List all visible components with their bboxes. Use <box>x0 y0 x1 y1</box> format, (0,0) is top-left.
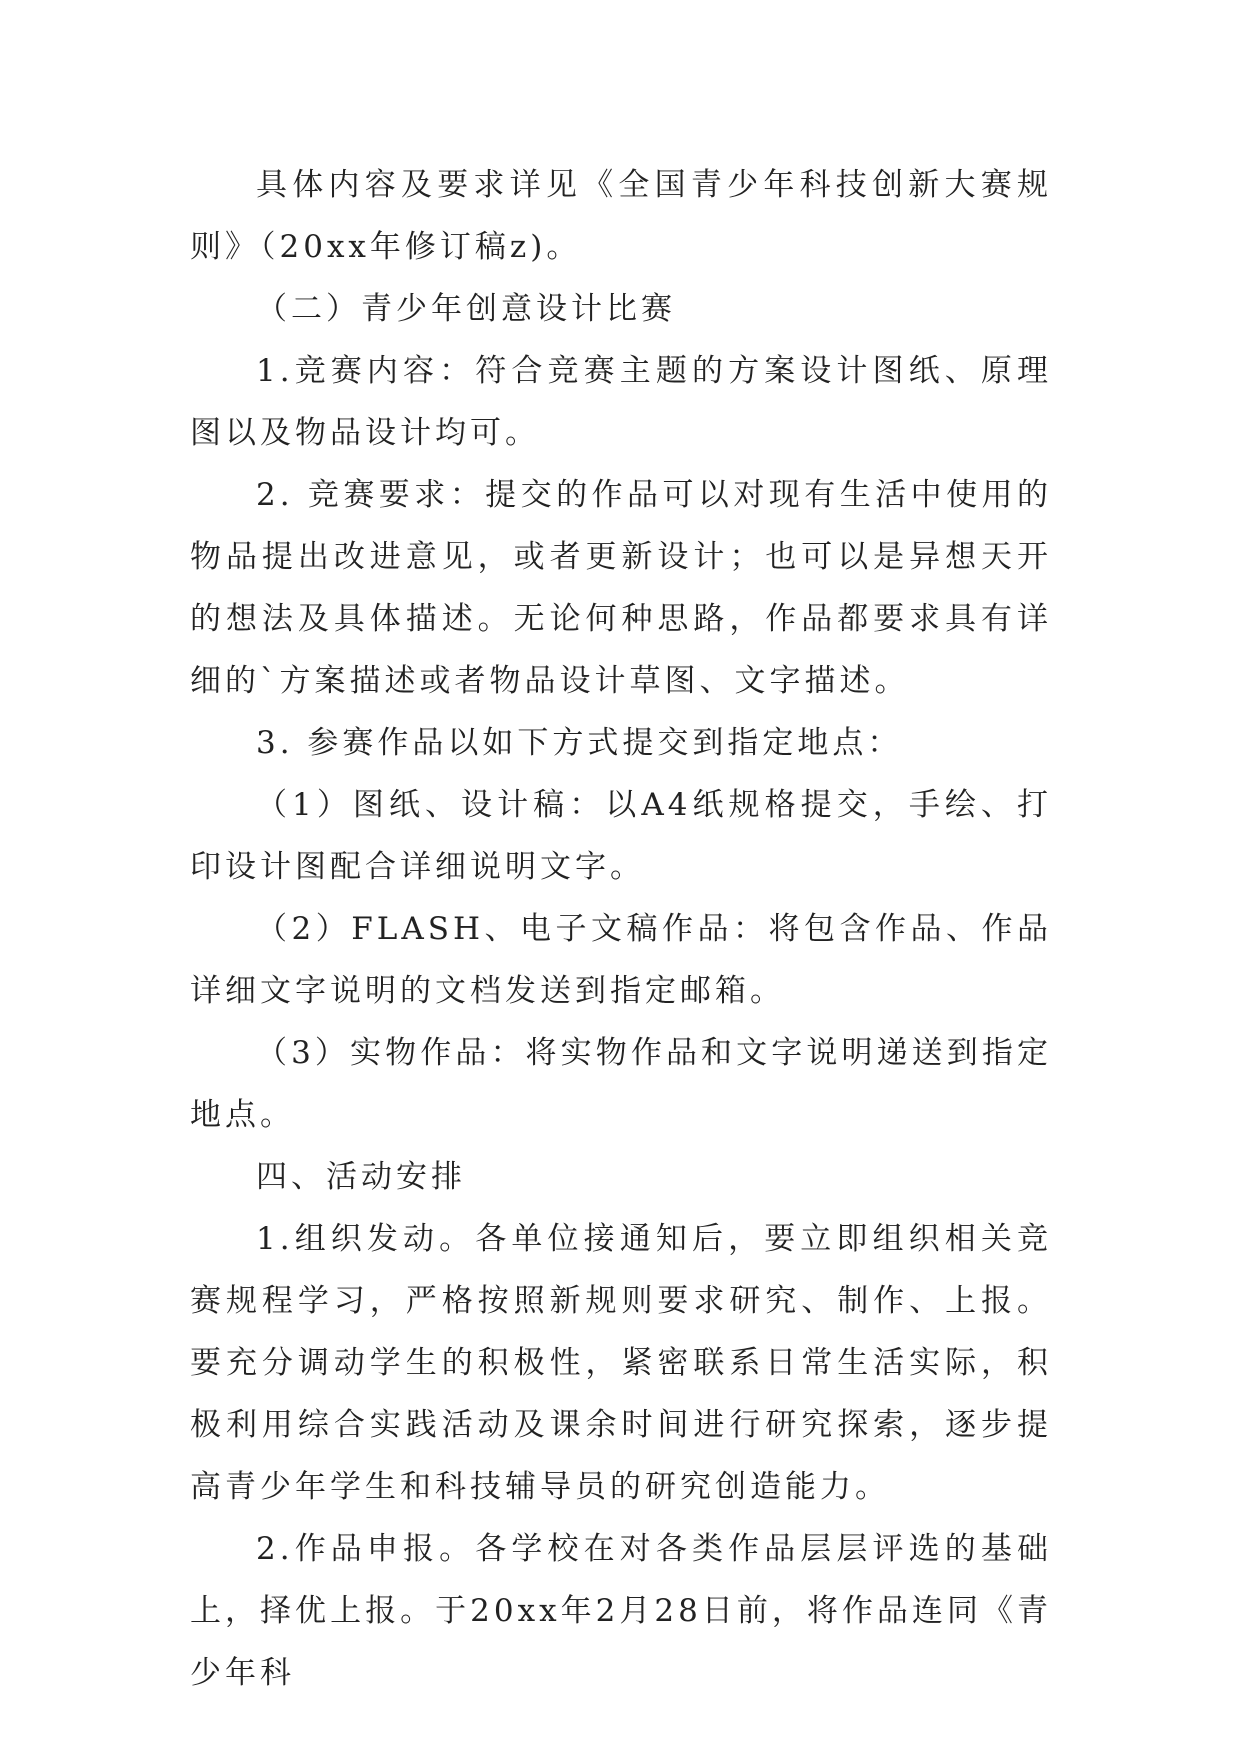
paragraph-work-declaration: 2.作品申报。各学校在对各类作品层层评选的基础上，择优上报。于20xx年2月28日前，将作品连同《青少年科 <box>190 1531 1052 1691</box>
paragraph-submission-electronic: （2）FLASH、电子文稿作品：将包含作品、作品详细文字说明的文档发送到指定邮箱。 <box>190 911 1052 1009</box>
section-heading-activity-arrangement: 四、活动安排 <box>256 1159 466 1195</box>
document-body <box>190 154 1052 1704</box>
paragraph-competition-requirements: 2. 竞赛要求：提交的作品可以对现有生活中使用的物品提出改进意见，或者更新设计；也可以是异想天开的想法及具体描述。无论何种思路，作品都要求具有详细的`方案描述或者物品设计草图、文字描述。 <box>190 477 1052 699</box>
paragraph-submission-methods: 3. 参赛作品以如下方式提交到指定地点： <box>256 725 903 761</box>
paragraph-submission-drawings: （1）图纸、设计稿：以A4纸规格提交，手绘、打印设计图配合详细说明文字。 <box>190 787 1052 885</box>
paragraph-organization: 1.组织发动。各单位接通知后，要立即组织相关竞赛规程学习，严格按照新规则要求研究、制作、上报。要充分调动学生的积极性，紧密联系日常生活实际，积极利用综合实践活动及课余时间进行研究探索，逐步提高青少年学生和科技辅导员的研究创造能力。 <box>190 1221 1052 1505</box>
paragraph-competition-content: 1.竞赛内容：符合竞赛主题的方案设计图纸、原理图以及物品设计均可。 <box>190 353 1052 451</box>
paragraph-submission-physical: （3）实物作品：将实物作品和文字说明递送到指定地点。 <box>190 1035 1052 1133</box>
section-heading-creative-design: （二）青少年创意设计比赛 <box>256 291 676 327</box>
paragraph-rules-reference: 具体内容及要求详见《全国青少年科技创新大赛规则》（20xx年修订稿z)。 <box>190 167 1052 265</box>
